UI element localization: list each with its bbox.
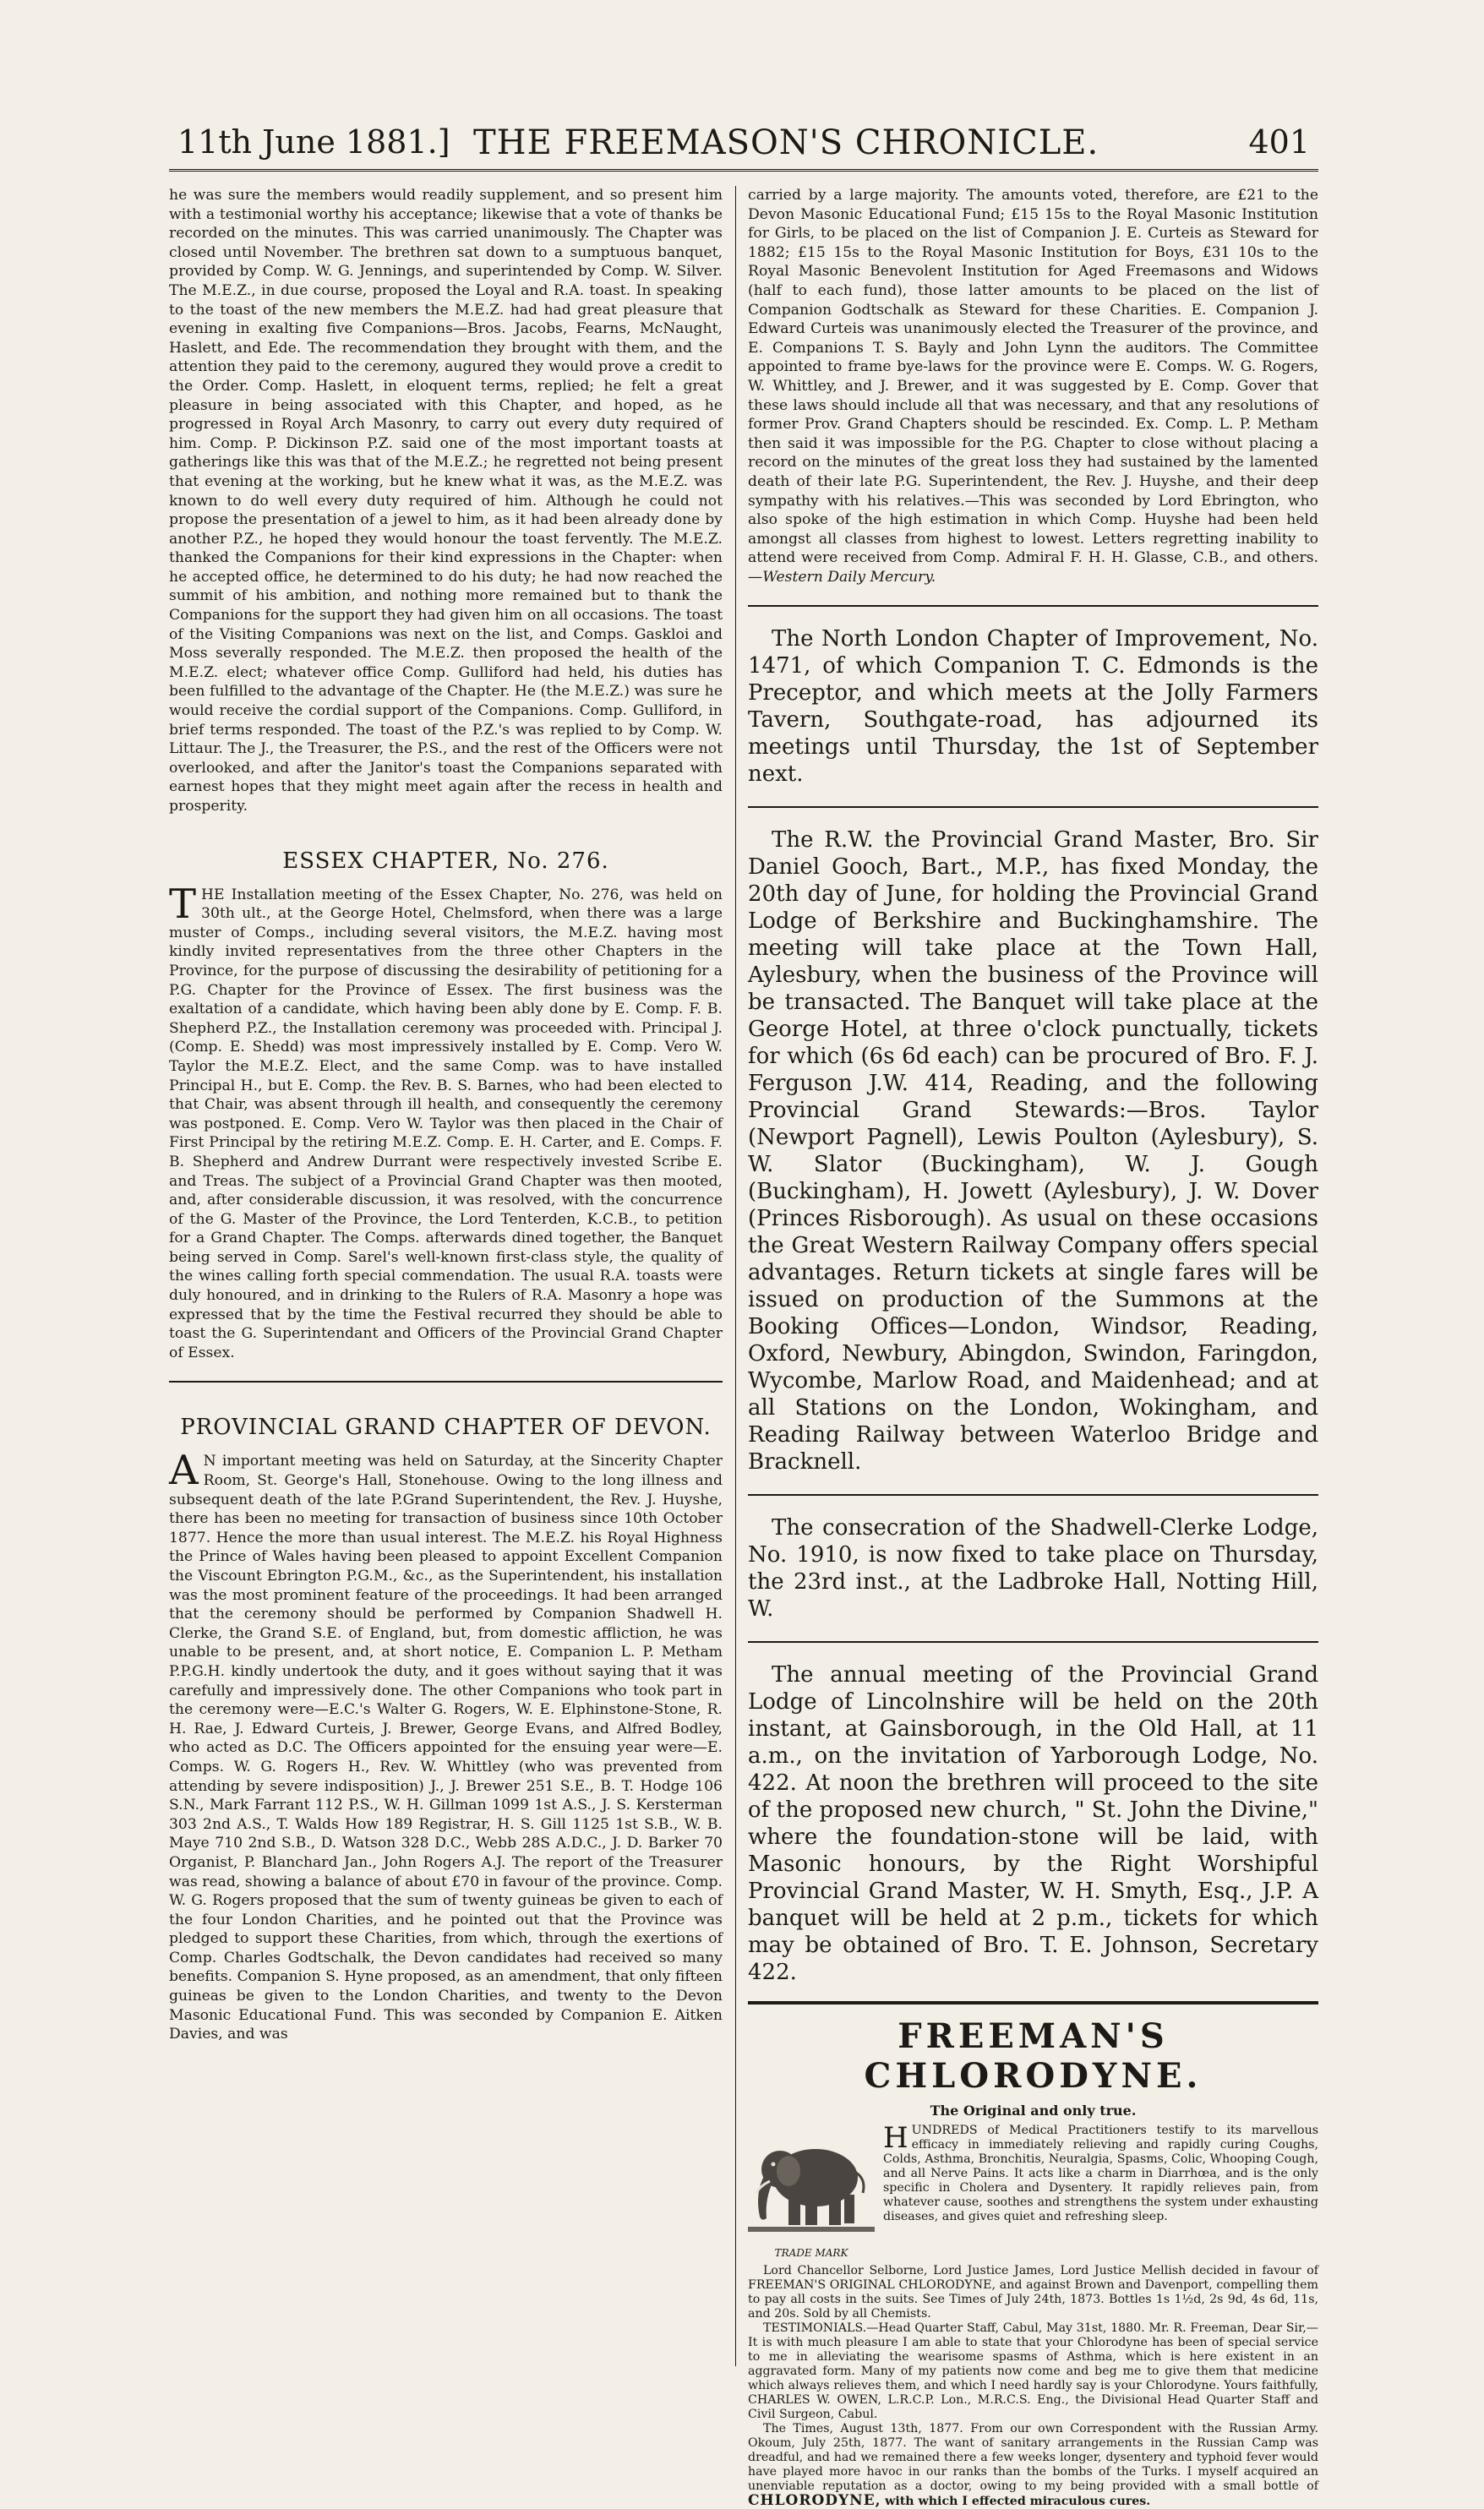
trade-mark-label: TRADE MARK	[774, 2247, 848, 2260]
essex-chapter-article	[169, 880, 723, 1363]
news-divider	[748, 806, 1318, 808]
essex-chapter-heading: ESSEX CHAPTER, No. 276.	[282, 848, 609, 874]
devon-chapter-article	[169, 1447, 723, 2043]
continued-article-text: he was sure the members would readily supplement, and so present him with a testimonial worthy his acceptance; likewise that a vote of thanks be recorded on the minutes. This was carried unanimously. The Chapter was closed until November. The brethren sat down to a sumptuous banquet, provided by Comp. W. G. Jennings, and superintended by Comp. W. Silver. The M.E.Z., in due course, proposed the Loyal and R.A. toast. In speaking to the toast of the new members the M.E.Z. had had great pleasure that evening in exalting five Companions—Bros. Jacobs, Fearns, McNaught, Haslett, and Ede. The recommendation they brought with them, and the attention they paid to the ceremony, augured they would prove a credit to the Order. Comp. Haslett, in eloquent terms, replied; he felt a great pleasure in being associated with this Chapter, and hoped, as he progressed in Royal Arch Masonry, to carry out every duty required of him. Comp. P. Dickinson P.Z. said one of the most important toasts at gatherings like this was that of the M.E.Z.; he regretted not being present that evening at the working, but he knew what it was, as the M.E.Z. was known to do well every duty required of him. Although he could not propose the presentation of a jewel to him, as it had been already done by another P.Z., he hoped they would honour the toast fervently. The M.E.Z. thanked the Companions for their kind expressions in the Chapter: when he accepted office, he determined to do his duty; he had now reached the summit of his ambition, and nothing more remained but to thank the Companions for the support they had given him on all occasions. The toast of the Visiting Companions was next on the list, and Comps. Gaskloi and Moss severally responded. The M.E.Z. then proposed the health of the M.E.Z. elect; whatever office Comp. Gulliford had held, his duties has been fulfilled to the advantage of the Chapter. He (the M.E.Z.) was sure he would receive the cordial support of the Companions. Comp. Gulliford, in brief terms responded. The toast of the P.Z.'s was replied to by Comp. W. Littaur. The J., the Treasurer, the P.S., and the rest of the Officers were not overlooked, and after the Janitor's toast the Companions separated with earnest hopes that they might meet again after the recess in health and prosperity.	[169, 187, 723, 815]
news-divider	[748, 1641, 1318, 1643]
ad-intro-text: UNDREDS of Medical Practitioners testify to its marvellous efficacy in immediately relieving and rapidly curing Coughs, Colds, Asthma, Bronchitis, Neuralgia, Spasms, Colic, Whooping Cough, and all Nerve Pains. It acts like a charm in Diarrhœa, and is the only specific in Cholera and Dysentery. It rapidly relieves pain, from whatever cause, soothes and strengthens the system under exhausting diseases, and gives quiet and refreshing sleep.	[883, 2124, 1318, 2224]
berkshire-grand-lodge-notice: The R.W. the Provincial Grand Master, Bro. Sir Daniel Gooch, Bart., M.P., has fixed Monday, the 20th day of June, for holding the Provincial Grand Lodge of Berkshire and Buckinghamshire. The meeting will take place at the Town Hall, Aylesbury, when the business of the Province will be transacted. The Banquet will take place at the George Hotel, at three o'clock punctually, tickets for which (6s 6d each) can be procured of Bro. F. J. Ferguson J.W. 414, Reading, and the following Provincial Grand Stewards:—Bros. Taylor (Newport Pagnell), Lewis Poulton (Aylesbury), S. W. Slator (Buckingham), W. J. Gough (Buckingham), H. Jowett (Aylesbury), J. W. Dover (Princes Risborough). As usual on these occasions the Great Western Railway Company offers special advantages. Return tickets at single fares will be issued on production of the Summons at the Booking Offices—London, Windsor, Reading, Oxford, Newbury, Abingdon, Swindon, Faringdon, Wycombe, Marlow Road, and Maidenhead; and at all Stations on the London, Wokingham, and Reading Railway between Waterloo Bridge and Bracknell.	[748, 827, 1318, 1475]
essex-dropcap: T	[169, 880, 197, 928]
ad-subtitle: The Original and only true.	[930, 2103, 1137, 2119]
elephant-icon	[748, 2125, 875, 2244]
news-divider	[748, 1494, 1318, 1496]
devon-dropcap: A	[169, 1447, 199, 1495]
ad-legal-note: Lord Chancellor Selborne, Lord Justice James, Lord Justice Mellish decided in favour of FREEMAN'S ORIGINAL CHLORODYNE, and against Brown and Davenport, compelling them to pay all costs in the suits. See Times of July 24th, 1873. Bottles 1s 1½d, 2s 9d, 4s 6d, 11s, and 20s. Sold by all Chemists.	[748, 2264, 1318, 2321]
devon-continued-text: carried by a large majority. The amounts voted, therefore, are £21 to the Devon Masonic Educational Fund; £15 15s to the Royal Masonic Institution for Girls, to be placed on the list of Companion J. E. Curteis as Steward for 1882; £15 15s to the Royal Masonic Institution for Boys, £31 10s to the Royal Masonic Benevolent Institution for Aged Freemasons and Widows (half to each fund), those latter amounts to be placed on the list of Companion Godtschalk as Steward for these Charities. E. Companion J. Edward Curteis was unanimously elected the Treasurer of the province, and E. Companions T. S. Bayly and John Lynn the auditors. The Committee appointed to frame bye-laws for the province were E. Comps. W. G. Rogers, W. Whittley, and J. Brewer, and it was suggested by E. Comp. Gover that these laws should include all that was necessary, and that any resolutions of former Prov. Grand Chapters should be rescinded. Ex. Comp. L. P. Metham then said it was impossible for the P.G. Chapter to close without placing a record on the minutes of the great loss they had sustained by the lamented death of their late P.G. Superintendent, the Rev. J. Huyshe, and their deep sympathy with his relatives.—This was seconded by Lord Ebrington, who also spoke of the high estimation in which Comp. Huyshe had been held amongst all classes from highest to lowest. Letters regretting inability to attend were received from Comp. Admiral F. H. H. Glasse, C.B., and others.	[748, 187, 1318, 567]
column-divider	[735, 186, 736, 2366]
ad-dropcap: H	[883, 2121, 908, 2156]
ad-product-name: CHLORODYNE,	[748, 2492, 881, 2509]
lincolnshire-grand-lodge-notice: The annual meeting of the Provincial Grand Lodge of Lincolnshire will be held on the 20th instant, at Gainsborough, in the Old Hall, at 11 a.m., on the invitation of Yarborough Lodge, No. 422. At noon the brethren will proceed to the site of the proposed new church, " St. John the Divine," where the foundation-stone will be laid, with Masonic honours, by the Right Worshipful Provincial Grand Master, W. H. Smyth, Esq., J.P. A banquet will be held at 2 p.m., tickets for which may be obtained of Bro. T. E. Johnson, Secretary 422.	[748, 1662, 1318, 1986]
issue-date: 11th June 1881.]	[177, 123, 450, 161]
ad-testimonial-times-text: The Times, August 13th, 1877. From our own Correspondent with the Russian Army. Okoum, July 25th, 1877. The want of sanitary arrangements in the Russian Camp was dreadful, and had we remained there a few weeks longer, dysentery and typhoid fever would have played more havoc in our ranks than the bombs of the Turks. I myself acquired an unenviable reputation as a doctor, owing to my being provided with a small bottle of	[748, 2422, 1318, 2494]
ad-title: FREEMAN'S CHLORODYNE.	[864, 2016, 1203, 2097]
news-divider	[748, 605, 1318, 607]
left-column	[169, 186, 723, 2044]
page-number: 401	[1248, 123, 1310, 161]
north-london-notice: The North London Chapter of Improvement, No. 1471, of which Companion T. C. Edmonds is the Preceptor, and which meets at the Jolly Farmers Tavern, Southgate-road, has adjourned its meetings until Thursday, the 1st of September next.	[748, 626, 1318, 788]
right-column	[748, 186, 1318, 2509]
shadwell-clerke-lodge-notice: The consecration of the Shadwell-Clerke Lodge, No. 1910, is now fixed to take place on Thursday, the 23rd inst., at the Ladbroke Hall, Notting Hill, W.	[748, 1515, 1318, 1623]
ad-testimonial-times	[748, 2422, 1318, 2509]
essex-chapter-body: HE Installation meeting of the Essex Chapter, No. 276, was held on 30th ult., at the George Hotel, Chelmsford, when there was a large muster of Comps., including several visitors, the M.E.Z. having most kindly invited representatives from the three other Chapters in the Province, for the purpose of discussing the desirability of petitioning for a P.G. Chapter for the Province of Essex. The first business was the exaltation of a candidate, which having been ably done by E. Comp. F. B. Shepherd P.Z., the Installation ceremony was proceeded with. Principal J. (Comp. E. Shedd) was most impressively installed by E. Comp. Vero W. Taylor the M.E.Z. Elect, and the same Comp. was to have installed Principal H., but E. Comp. the Rev. B. S. Barnes, who had been elected to that Chair, was absent through ill health, and consequently the ceremony was postponed. E. Comp. Vero W. Taylor was then placed in the Chair of First Principal by the retiring M.E.Z. Comp. E. H. Carter, and E. Comps. F. B. Shepherd and Andrew Durrant were respectively invested Scribe E. and Treas. The subject of a Provincial Grand Chapter was then mooted, and, after considerable discussion, it was resolved, with the concurrence of the G. Master of the Province, the Lord Tenterden, K.C.B., to petition for a Grand Chapter. The Comps. afterwards dined together, the Banquet being served in Comp. Sarel's well-known first-class style, the quality of the wines calling forth special commendation. The usual R.A. toasts were duly honoured, and in drinking to the Rulers of R.A. Masonry a hope was expressed that by the time the Festival recurred they should be able to toast the G. Superintendant and Officers of the Provincial Grand Chapter of Essex.	[169, 886, 723, 1361]
devon-source-credit: —Western Daily Mercury.	[748, 568, 936, 586]
publication-title: THE FREEMASON'S CHRONICLE.	[473, 123, 1099, 162]
chlorodyne-advertisement	[748, 2001, 1318, 2509]
ad-testimonial-cabul: TESTIMONIALS.—Head Quarter Staff, Cabul, May 31st, 1880. Mr. R. Freeman, Dear Sir,—It is with much pleasure I am able to state that your Chlorodyne has been of special service to me in alleviating the wearisome spasms of Asthma, which is here existent in an aggravated form. Many of my patients now come and beg me to give them that medicine which always relieves them, and which I need hardly say is your Chlorodyne. Yours faithfully, CHARLES W. OWEN, L.R.C.P. Lon., M.R.C.S. Eng., the Divisional Head Quarter Staff and Civil Surgeon, Cabul.	[748, 2321, 1318, 2422]
section-divider	[169, 1381, 723, 1383]
devon-article-continued	[748, 186, 1318, 586]
ad-closing-line: with which I effected miraculous cures.	[885, 2495, 1151, 2509]
page-header	[169, 118, 1318, 172]
elephant-trademark-image	[748, 2125, 875, 2261]
devon-chapter-heading: PROVINCIAL GRAND CHAPTER OF DEVON.	[180, 1415, 712, 1441]
devon-chapter-body: N important meeting was held on Saturday, at the Sincerity Chapter Room, St. George's Hall, Stonehouse. Owing to the long illness and subsequent death of the late P.Grand Superintendent, the Rev. J. Huyshe, there has been no meeting for transaction of business since 10th October 1877. Hence the more than usual interest. The M.E.Z. his Royal Highness the Prince of Wales having been pleased to appoint Excellent Companion the Viscount Ebrington P.G.M., &c., as the Superintendent, his installation was the most prominent feature of the proceedings. It had been arranged that the ceremony should be performed by Companion Shadwell H. Clerke, the Grand S.E. of England, but, from domestic affliction, he was unable to be present, and, at short notice, E. Companion L. P. Metham P.P.G.H. kindly undertook the duty, and it goes without saying that it was carefully and impressively done. The other Companions who took part in the ceremony were—E.C.'s Walter G. Rogers, W. E. Elphinstone-Stone, R. H. Rae, J. Edward Curteis, J. Brewer, George Evans, and Alfred Bodley, who acted as D.C. The Officers appointed for the ensuing year were—E. Comps. W. G. Rogers H., Rev. W. Whittley (who was prevented from attending by severe indisposition) J., J. Brewer 251 S.E., B. T. Hodge 106 S.N., Mark Farrant 112 P.S., W. H. Gillman 1099 1st A.S., J. S. Kersterman 303 2nd A.S., T. Walds How 189 Registrar, H. S. Gill 1125 1st S.B., W. B. Maye 710 2nd S.B., D. Watson 328 D.C., Webb 28S A.D.C., J. D. Barker 70 Organist, P. Blanchard Jan., John Rogers A.J. The report of the Treasurer was read, showing a balance of about £70 in favour of the province. Comp. W. G. Rogers proposed that the sum of twenty guineas be given to each of the four London Charities, and he pointed out that the Province was pledged to support these Charities, from which, through the exertions of Comp. Charles Godtschalk, the Devon candidates had received so many benefits. Companion S. Hyne proposed, as an amendment, that only fifteen guineas be given to the London Charities, and twenty to the Devon Masonic Educational Fund. This was seconded by Companion E. Aitken Davies, and was	[169, 1453, 723, 2043]
